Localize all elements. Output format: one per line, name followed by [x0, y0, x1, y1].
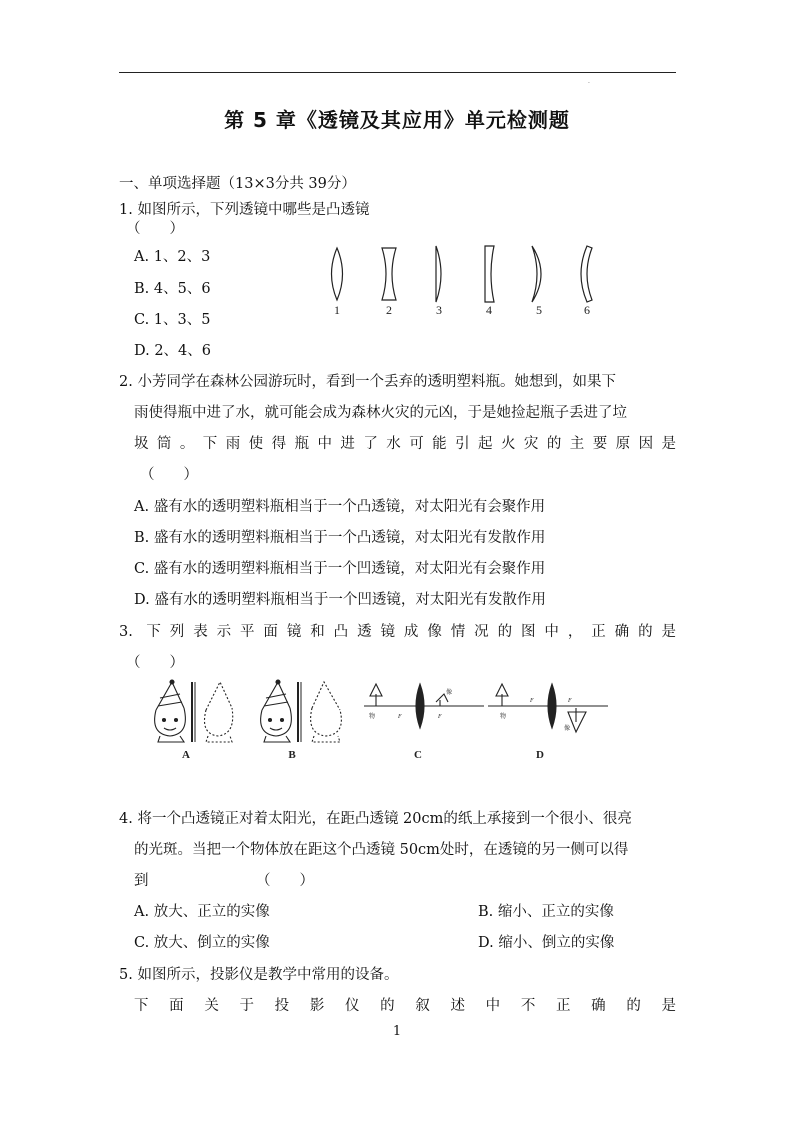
figure-label-c: C — [414, 749, 422, 761]
c-xiang-label: 像 — [446, 690, 453, 696]
lens-label-3: 3 — [436, 303, 442, 317]
figure-label-a: A — [182, 749, 190, 761]
page-title: 第 5 章《透镜及其应用》单元检测题 — [224, 108, 570, 132]
c-f-right: F — [438, 714, 442, 720]
q1-lens-figure — [318, 240, 608, 320]
q2-option-c[interactable]: C. 盛有水的透明塑料瓶相当于一个凹透镜，对太阳光有会聚作用 — [134, 561, 546, 577]
figure-b — [261, 680, 342, 742]
lens-label-1: 1 — [334, 303, 340, 317]
q1-option-a[interactable]: A. 1、2、3 — [134, 249, 211, 265]
figure-label-d: D — [536, 749, 544, 761]
q4-option-d[interactable]: D. 缩小、倒立的实像 — [478, 935, 615, 951]
figure-a — [155, 680, 233, 742]
q3-figure — [150, 678, 610, 764]
q2-option-d[interactable]: D. 盛有水的透明塑料瓶相当于一个凹透镜，对太阳光有发散作用 — [134, 592, 546, 608]
d-wu-label: 物 — [500, 714, 507, 720]
q4-line-1: 4. 将一个凸透镜正对着太阳光，在距凸透镜 20cm的纸上承接到一个很小、很亮 — [119, 811, 632, 827]
q2-line-1: 2. 小芳同学在森林公园游玩时，看到一个丢弃的透明塑料瓶。她想到，如果下 — [119, 374, 616, 390]
q4-answer-paren: （ ） — [256, 873, 314, 889]
d-f-right: F — [568, 698, 572, 704]
q1-option-d[interactable]: D. 2、4、6 — [134, 343, 212, 359]
q4-option-b[interactable]: B. 缩小、正立的实像 — [478, 904, 614, 920]
q5-line-1: 5. 如图所示，投影仪是教学中常用的设备。 — [119, 967, 399, 983]
q4-option-a[interactable]: A. 放大、正立的实像 — [134, 904, 270, 920]
figure-c — [364, 684, 484, 728]
q1-stem: 1. 如图所示，下列透镜中哪些是凸透镜 — [119, 202, 370, 218]
lens-label-2: 2 — [386, 303, 392, 317]
q4-option-c[interactable]: C. 放大、倒立的实像 — [134, 935, 270, 951]
header-dot: · — [588, 80, 590, 87]
d-xiang-label: 像 — [564, 726, 571, 732]
q1-option-b[interactable]: B. 4、5、6 — [134, 281, 211, 297]
q2-option-b[interactable]: B. 盛有水的透明塑料瓶相当于一个凸透镜，对太阳光有发散作用 — [134, 530, 546, 546]
q2-option-a[interactable]: A. 盛有水的透明塑料瓶相当于一个凸透镜，对太阳光有会聚作用 — [134, 499, 546, 515]
q3-stem: 3. 下列表示平面镜和凸透镜成像情况的图中，正确的是 — [119, 624, 676, 640]
q5-line-2: 下面关于投影仪的叙述中不正确的是 — [134, 998, 676, 1014]
c-wu-label: 物 — [369, 714, 376, 720]
q1-option-c[interactable]: C. 1、3、5 — [134, 312, 211, 328]
section-heading: 一、单项选择题（13×3分共 39分） — [119, 176, 356, 192]
figure-d — [488, 684, 608, 732]
q1-answer-paren: （ ） — [126, 221, 184, 237]
lens-label-6: 6 — [584, 303, 590, 317]
d-f-left: F — [530, 698, 534, 704]
q2-line-3: 圾筒。下雨使得瓶中进了水可能引起火灾的主要原因是 — [134, 436, 676, 452]
lens-label-5: 5 — [536, 303, 542, 317]
figure-label-b: B — [288, 749, 296, 761]
q4-line-3: 到 — [134, 873, 149, 889]
q2-answer-paren: （ ） — [140, 467, 198, 483]
lens-label-4: 4 — [486, 303, 492, 317]
c-f-left: F — [398, 714, 402, 720]
header-rule — [119, 72, 676, 73]
q4-line-2: 的光斑。当把一个物体放在距这个凸透镜 50cm处时，在透镜的另一侧可以得 — [134, 842, 629, 858]
q2-line-2: 雨使得瓶中进了水，就可能会成为森林火灾的元凶，于是她捡起瓶子丢进了垃 — [134, 405, 627, 421]
page-number: 1 — [392, 1024, 402, 1039]
q3-answer-paren: （ ） — [126, 655, 184, 671]
